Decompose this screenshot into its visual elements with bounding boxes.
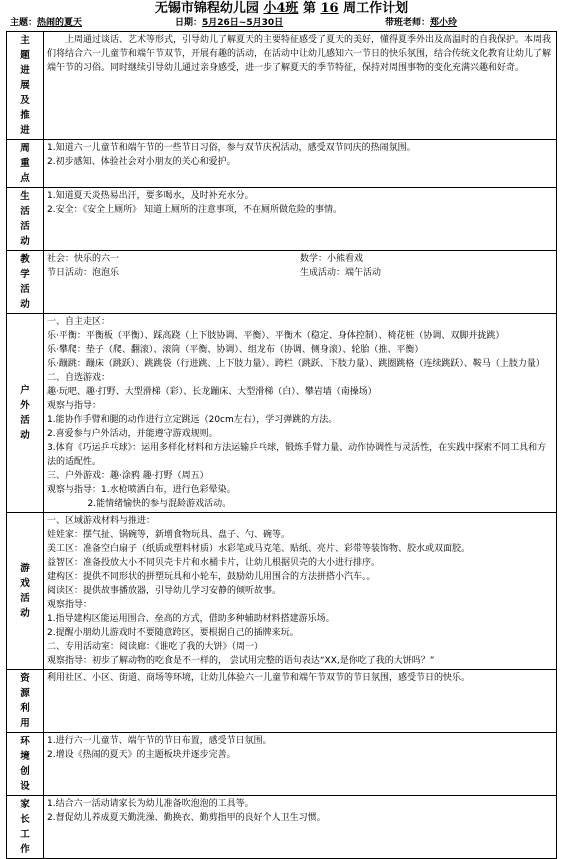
teacher-field: 带班老师：郑小玲 — [385, 18, 458, 28]
content-line: 观察与指导： — [47, 401, 102, 411]
content-line: 二、专用活动室：阅读廊：《谁吃了我的大饼》（周一） — [47, 642, 264, 652]
row-label — [7, 513, 44, 670]
row-outdoor — [7, 314, 557, 513]
content-line: 乐·攀爬：垫子（爬、翻滚）、滚筒（平衡、协调）、组龙布（协调、侧身滚）、轮胎（推、平衡） — [47, 345, 424, 355]
row-content — [44, 733, 557, 796]
content-line: 1.能协作手臂和腿的动作进行立定跳远（20cm左右），学习弹跳的方法。 — [47, 415, 338, 425]
row-label-text: 环境创设 — [20, 736, 30, 792]
document-title — [6, 1, 557, 17]
content-line: 2.提醒小朋幼儿游戏时不要随意跨区，要根据自己的插牌来玩。 — [47, 628, 299, 638]
activity-item: 社会：快乐的六一 — [47, 254, 120, 264]
content-line: 1.知道夏天炎热易出汗，要多喝水，及时补充水分。 — [47, 191, 254, 201]
row-label-text: 生活活动 — [20, 191, 30, 247]
content-line: 建构区：提供不同形状的拼塑玩具和小轮车，鼓励幼儿用围合的方法拼搭小汽车。。 — [47, 572, 376, 582]
page — [0, 1, 563, 855]
row-content — [44, 251, 557, 314]
row-resources — [7, 670, 557, 733]
date-value: 5月26日~5月30日 — [202, 18, 284, 28]
content-line: 趣·玩吧、趣·打野、大型滑梯（彩）、长龙蹦床、大型滑梯（白）、攀岩墙（南操场） — [47, 387, 377, 397]
row-daily-life — [7, 188, 557, 251]
row-label — [7, 32, 44, 140]
row-label — [7, 251, 44, 314]
row-content — [44, 513, 557, 670]
content-line: 观察指导：初步了解动物的吃食是不一样的， 尝试用完整的语句表达“XX,是你吃了我的大饼吗？” — [47, 656, 435, 666]
content-line: 1.知道六一儿童节和端午节的一些节日习俗，参与双节庆祝活动，感受双节同庆的热闹氛围。 — [47, 143, 416, 153]
row-label-text: 教学活动 — [20, 254, 30, 310]
content-line: 1.结合六一活动请家长为幼儿准备吹泡泡的工具等。 — [47, 799, 254, 809]
content-line: 1.进行六一儿童节、端午节的节日布置，感受节日氛围。 — [47, 736, 272, 746]
date-field: 日期：5月26日~5月30日 — [175, 18, 284, 28]
activity-pair — [47, 252, 553, 266]
content-line: 一、区域游戏材料与推进： — [47, 516, 156, 526]
row-label-text: 户外活动 — [20, 385, 30, 441]
row-content — [44, 314, 557, 513]
content-line: 2.安全：《安全上厕所》 知道上厕所的注意事项，不在厕所做危险的事情。 — [47, 205, 342, 215]
content-line: 乐·蹦跳：蹦床（跳跃）、跳跳袋（行进跳、上下肢力量）、跨栏（跳跃、下肢力量）、跳圈跳格（连续跳跃）、鞍马（上肢力量）二、自选游戏： — [47, 359, 545, 383]
content-line: 3.体育《巧运乒乓球》：运用多样化材料和方法运输乒乓球，锻炼手臂力量、动作协调性与灵活性，在实践中探索不同工具和方法的适配性。 — [47, 443, 547, 467]
content-line: 2.初步感知、体验社会对小朋友的关心和爱护。 — [47, 157, 236, 167]
content-line: 美工区：准备空白扇子（纸质或塑料材质）水彩笔或马克笔、贴纸、亮片、彩带等装饰物、胶水或双面胶。 — [47, 544, 471, 554]
theme-value: 热闹的夏天 — [37, 18, 83, 28]
row-weekly-focus — [7, 140, 557, 188]
row-label — [7, 314, 44, 513]
activity-item: 生成活动：端午活动 — [300, 268, 382, 278]
content-line: 观察与指导：1.水枪喷洒白布，进行色彩晕染。 — [47, 485, 236, 495]
content-line: 上周通过谈话、艺术等形式，引导幼儿了解夏天的主要特征感受了夏天的美好，懂得夏季外出及高温时的自我保护。本周我们将结合六一儿童节和端午节双节，开展有趣的活动，在活动中让幼儿感知六一节日的快乐氛围，结合传统文化教育让幼儿了解端午节的习俗。同时继续引导幼儿通过亲身感受，进一步了解夏天的季节特征，保持对周围事物的变化充满兴趣和好奇。 — [47, 35, 552, 73]
activity-item: 节日活动：泡泡乐 — [47, 268, 120, 278]
row-parents — [7, 796, 557, 859]
plan-table — [6, 31, 557, 859]
school-name: 无锡市锦程幼儿园 — [154, 1, 259, 16]
content-line: 娃娃家：摆气扯、锅碗等，新增食物玩具、盘子、勺、碗等。 — [47, 530, 291, 540]
content-line: 三、户外游戏：趣·涂鸦 趣·打野（周五） — [47, 471, 209, 481]
row-content — [44, 140, 557, 188]
activity-item: 数学：小熊看戏 — [300, 254, 364, 264]
row-content — [44, 188, 557, 251]
row-label — [7, 796, 44, 859]
class-name: 小4班 — [263, 1, 299, 16]
content-line: 2.能情绪愉快的参与混龄游戏活动。 — [87, 499, 232, 509]
row-content — [44, 670, 557, 733]
row-content — [44, 796, 557, 859]
theme-field: 主题：热闹的夏天 — [10, 18, 83, 28]
title-suffix: 周工作计划 — [343, 1, 409, 16]
activity-pair — [47, 266, 553, 280]
content-line: 阅读区：提供故事播放器，引导幼儿学习安静的倾听故事。 — [47, 586, 282, 596]
content-line: 一、自主走区： — [47, 317, 111, 327]
row-label-text: 资源利用 — [20, 673, 30, 729]
row-label — [7, 733, 44, 796]
content-line: 2.增设《热闹的夏天》的主题板块并逐步完善。 — [47, 750, 236, 760]
content-line: 乐·平衡：平衡板（平衡）、踩高跷（上下肢协调、平衡）、平衡木（稳定、身体控制）、椅花桩（协调、双脚并拢跳） — [47, 331, 505, 341]
row-label — [7, 140, 44, 188]
row-label — [7, 188, 44, 251]
row-teaching — [7, 251, 557, 314]
content-line: 2.督促幼儿养成夏天勤洗澡、勤换衣、勤剪指甲的良好个人卫生习惯。 — [47, 813, 326, 823]
row-label-text: 周重点 — [20, 143, 30, 184]
week-prefix: 第 — [302, 1, 316, 16]
row-label-text: 家长工作 — [20, 799, 30, 855]
content-line: 观察指导： — [47, 600, 93, 610]
content-line: 益智区：准备投放大小不同贝壳卡片和水桶卡片，让幼儿根据贝壳的大小进行排序。 — [47, 558, 381, 568]
row-environment — [7, 733, 557, 796]
content-line: 1.指导建构区能运用围合、垒高的方式，借助多种辅助材料搭建游乐场。 — [47, 614, 335, 624]
row-label — [7, 670, 44, 733]
row-label-text: 游戏活动 — [20, 563, 30, 619]
week-number: 16 — [320, 1, 339, 16]
meta-row — [6, 17, 557, 31]
content-line: 利用社区、小区、街道、商场等环境，让幼儿体验六一儿童节和端午节双节的节日氛围，感受节日的快乐。 — [47, 673, 471, 683]
row-label-text: 主题进展及推进 — [20, 35, 30, 136]
row-theme-progress — [7, 32, 557, 140]
content-line: 2.喜爱参与户外活动，并能遵守游戏规则。 — [47, 429, 218, 439]
row-content — [44, 32, 557, 140]
row-games — [7, 513, 557, 670]
teacher-value: 郑小玲 — [430, 18, 458, 28]
